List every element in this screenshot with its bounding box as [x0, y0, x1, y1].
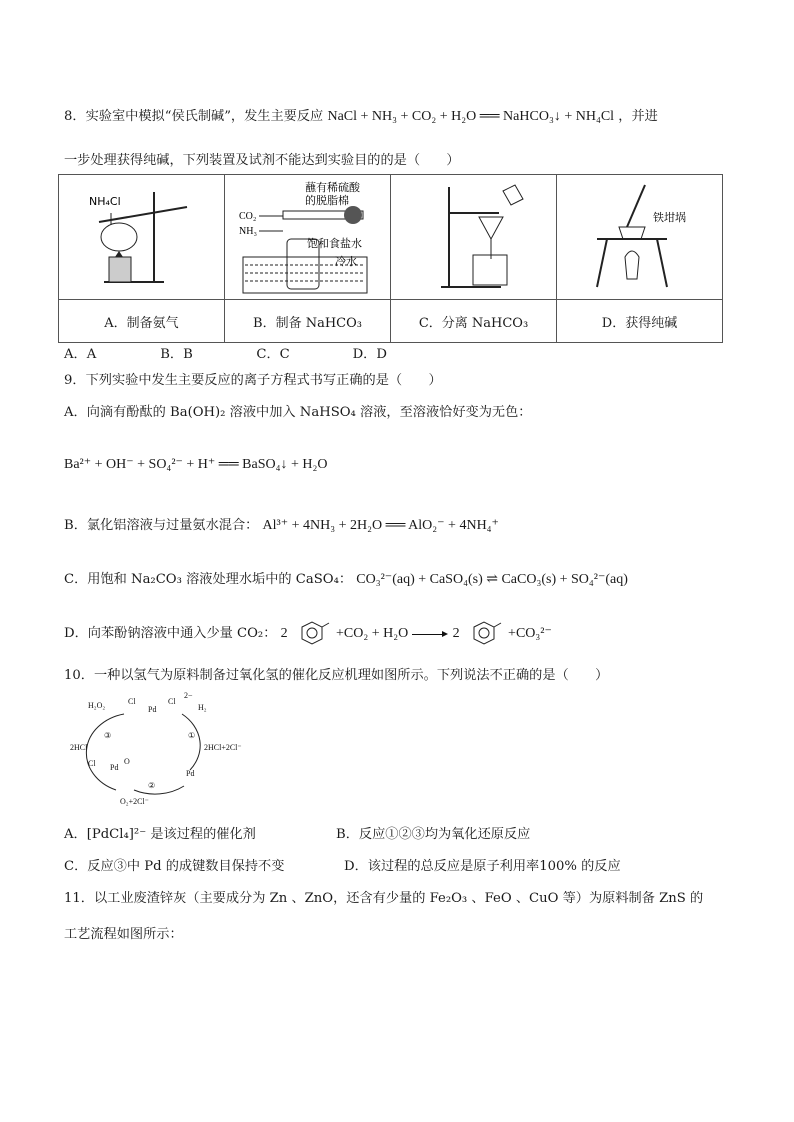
svg-text:Cl: Cl [128, 697, 136, 706]
svg-text:CO₂: CO₂ [239, 211, 257, 222]
q8-choices [64, 346, 445, 364]
q8-stem-line1: 8．实验室中模拟“侯氏制碱”，发生主要反应 NaCl + NH₃ + CO₂ + H₂O ══ NaHCO₃↓ + NH₄Cl ，并进 [64, 109, 658, 124]
apparatus-a-cell [59, 175, 225, 300]
apparatus-b-cell [225, 175, 391, 300]
svg-text:Cl: Cl [88, 759, 96, 768]
svg-text:Cl: Cl [168, 697, 176, 706]
bicarbonate-setup-figure [225, 177, 385, 297]
crucible-label: 铁坩埚 [653, 211, 686, 224]
caption-a: A．制备氨气 [59, 300, 225, 343]
q10-option-c: C．反应③中 Pd 的成键数目保持不变 [64, 859, 285, 874]
q10-option-a: A．[PdCl₄]²⁻ 是该过程的催化剂 [64, 827, 256, 842]
q9-option-b-equation: Al³⁺ + 4NH₃ + 2H₂O ══ AlO₂⁻ + 4NH₄⁺ [262, 518, 499, 533]
q9-option-d-end: +CO₃²⁻ [508, 626, 552, 641]
nh4cl-label: NH₄Cl [89, 195, 121, 208]
cycle-o2-label: O₂+2Cl⁻ [120, 797, 149, 806]
q11-stem: 11．以工业废渣锌灰（主要成分为 Zn 、ZnO，还含有少量的 Fe₂O₃ 、FeO 、CuO 等）为原料制备 ZnS 的 [64, 891, 704, 906]
svg-text:O: O [124, 757, 130, 766]
q10-option-d: D．该过程的总反应是原子利用率100% 的反应 [344, 859, 621, 874]
svg-text:的脱脂棉: 的脱脂棉 [305, 194, 349, 207]
apparatus-table [58, 174, 723, 343]
caption-b: B．制备 NaHCO₃ [225, 300, 391, 343]
reaction-arrow-icon [412, 630, 448, 638]
q8-stem-line2: 一步处理获得纯碱，下列装置及试剂不能达到实验目的的是（ ） [64, 153, 460, 168]
svg-text:NH₃: NH₃ [239, 226, 257, 237]
q8-choice-a: A．A [64, 347, 97, 362]
q10-option-b: B．反应①②③均为氧化还原反应 [336, 827, 531, 842]
q8-choice-d: D．D [352, 347, 387, 362]
q9-option-b: B．氯化铝溶液与过量氨水混合： Al³⁺ + 4NH₃ + 2H₂O ══ AlO₂⁻ + 4NH₄⁺ [64, 518, 499, 533]
q9-option-a-text: A．向滴有酚酞的 Ba(OH)₂ 溶液中加入 NaHSO₄ 溶液，至溶液恰好变为无色： [64, 405, 532, 420]
cycle-step3: ③ [104, 731, 112, 740]
svg-text:冷水: 冷水 [335, 255, 357, 268]
apparatus-c-cell [391, 175, 557, 300]
q9-option-d: D．向苯酚钠溶液中通入少量 CO₂： 2 +CO₂ + H₂O 2 +CO₃²⁻ [64, 618, 552, 650]
cycle-step2: ② [148, 781, 156, 790]
cycle-complex-bot-pd: Pd [110, 763, 119, 772]
svg-text:蘸有稀硫酸: 蘸有稀硫酸 [305, 181, 360, 194]
q9-option-a-equation: Ba²⁺ + OH⁻ + SO₄²⁻ + H⁺ ══ BaSO₄↓ + H₂O [64, 457, 328, 472]
cycle-charge-label: 2− [184, 691, 193, 700]
ammonia-setup-figure [59, 177, 219, 297]
q8-choice-b: B．B [160, 347, 193, 362]
filtration-setup-figure [391, 177, 551, 297]
cycle-hcl-right: 2HCl+2Cl⁻ [204, 743, 242, 752]
cycle-h2-label: H₂ [198, 703, 207, 712]
phenoxide-ring-icon [292, 619, 332, 649]
q9-stem: 9．下列实验中发生主要反应的离子方程式书写正确的是（ ） [64, 373, 442, 388]
cycle-h2o2-label: H₂O₂ [88, 701, 106, 710]
caption-c: C．分离 NaHCO₃ [391, 300, 557, 343]
crucible-setup-figure [557, 177, 717, 297]
catalytic-cycle-diagram [64, 690, 264, 810]
phenol-ring-icon [464, 619, 504, 649]
q10-stem: 10．一种以氢气为原料制备过氧化氢的催化反应机理如图所示。下列说法不正确的是（ ） [64, 668, 609, 683]
cycle-step1: ① [188, 731, 196, 740]
q8-choice-c: C．C [256, 347, 290, 362]
q9-option-c-equation: CO₃²⁻(aq) + CaSO₄(s) ⇌ CaCO₃(s) + SO₄²⁻(aq) [356, 572, 628, 587]
cycle-complex-top-pd: Pd [148, 705, 157, 714]
apparatus-d-cell [557, 175, 723, 300]
caption-d: D．获得纯碱 [557, 300, 723, 343]
q8-equation: NaCl + NH₃ + CO₂ + H₂O ══ NaHCO₃↓ + NH₄Cl [327, 109, 615, 124]
q9-option-d-mid: +CO₂ + H₂O [336, 626, 409, 641]
cycle-pd-label: Pd [186, 769, 195, 778]
cycle-hcl-left: 2HCl [70, 743, 88, 752]
q11-stem-line2: 工艺流程如图所示： [64, 927, 183, 942]
svg-text:饱和食盐水: 饱和食盐水 [307, 237, 362, 250]
q9-option-c: C．用饱和 Na₂CO₃ 溶液处理水垢中的 CaSO₄： CO₃²⁻(aq) + CaSO₄(s) ⇌ CaCO₃(s) + SO₄²⁻(aq) [64, 572, 628, 587]
